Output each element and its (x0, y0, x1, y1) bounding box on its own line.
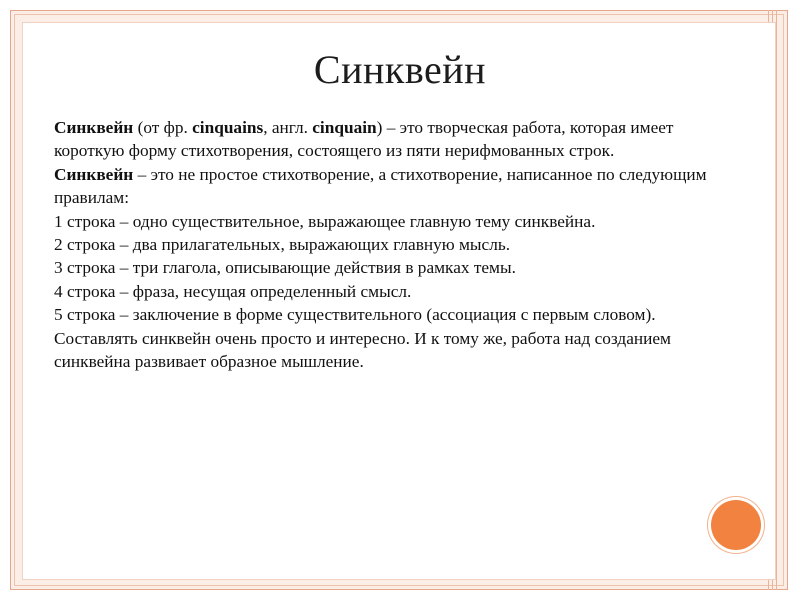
rule-line-4: 4 строка – фраза, несущая определенный смысл. (54, 281, 412, 301)
english-term: cinquain (312, 118, 377, 137)
closing-paragraph: Составлять синквейн очень просто и интересно. И к тому же, работа над созданием синквейна развивает образное мышление. (54, 328, 671, 372)
slide-body (54, 116, 714, 373)
term-bold: Синквейн (54, 118, 134, 137)
text-span: ) – это творческая работа, которая имеет короткую форму стихотворения, состоящего из пяти нерифмованных строк. (54, 118, 674, 161)
rule-line-5: 5 строка – заключение в форме существительного (ассоциация с первым словом). (54, 305, 656, 325)
text-span: , англ. (263, 118, 313, 137)
decorative-circle-icon (711, 500, 761, 550)
rule-line-2: 2 строка – два прилагательных, выражающих главную мысль. (54, 235, 511, 255)
rules-intro-paragraph (54, 163, 714, 210)
right-stripe (776, 10, 777, 590)
rule-line-1: 1 строка – одно существительное, выражающее главную тему синквейна. (54, 211, 596, 231)
slide-title: Синквейн (313, 47, 487, 92)
term-bold: Синквейн (54, 164, 134, 184)
text-span: – это не простое стихотворение, а стихотворение, написанное по следующим правилам: (54, 164, 707, 208)
definition-paragraph (54, 116, 714, 163)
french-term: cinquains (192, 118, 264, 137)
rule-line-3: 3 строка – три глагола, описывающие действия в рамках темы. (54, 258, 516, 278)
text-span: (от фр. (133, 118, 193, 137)
